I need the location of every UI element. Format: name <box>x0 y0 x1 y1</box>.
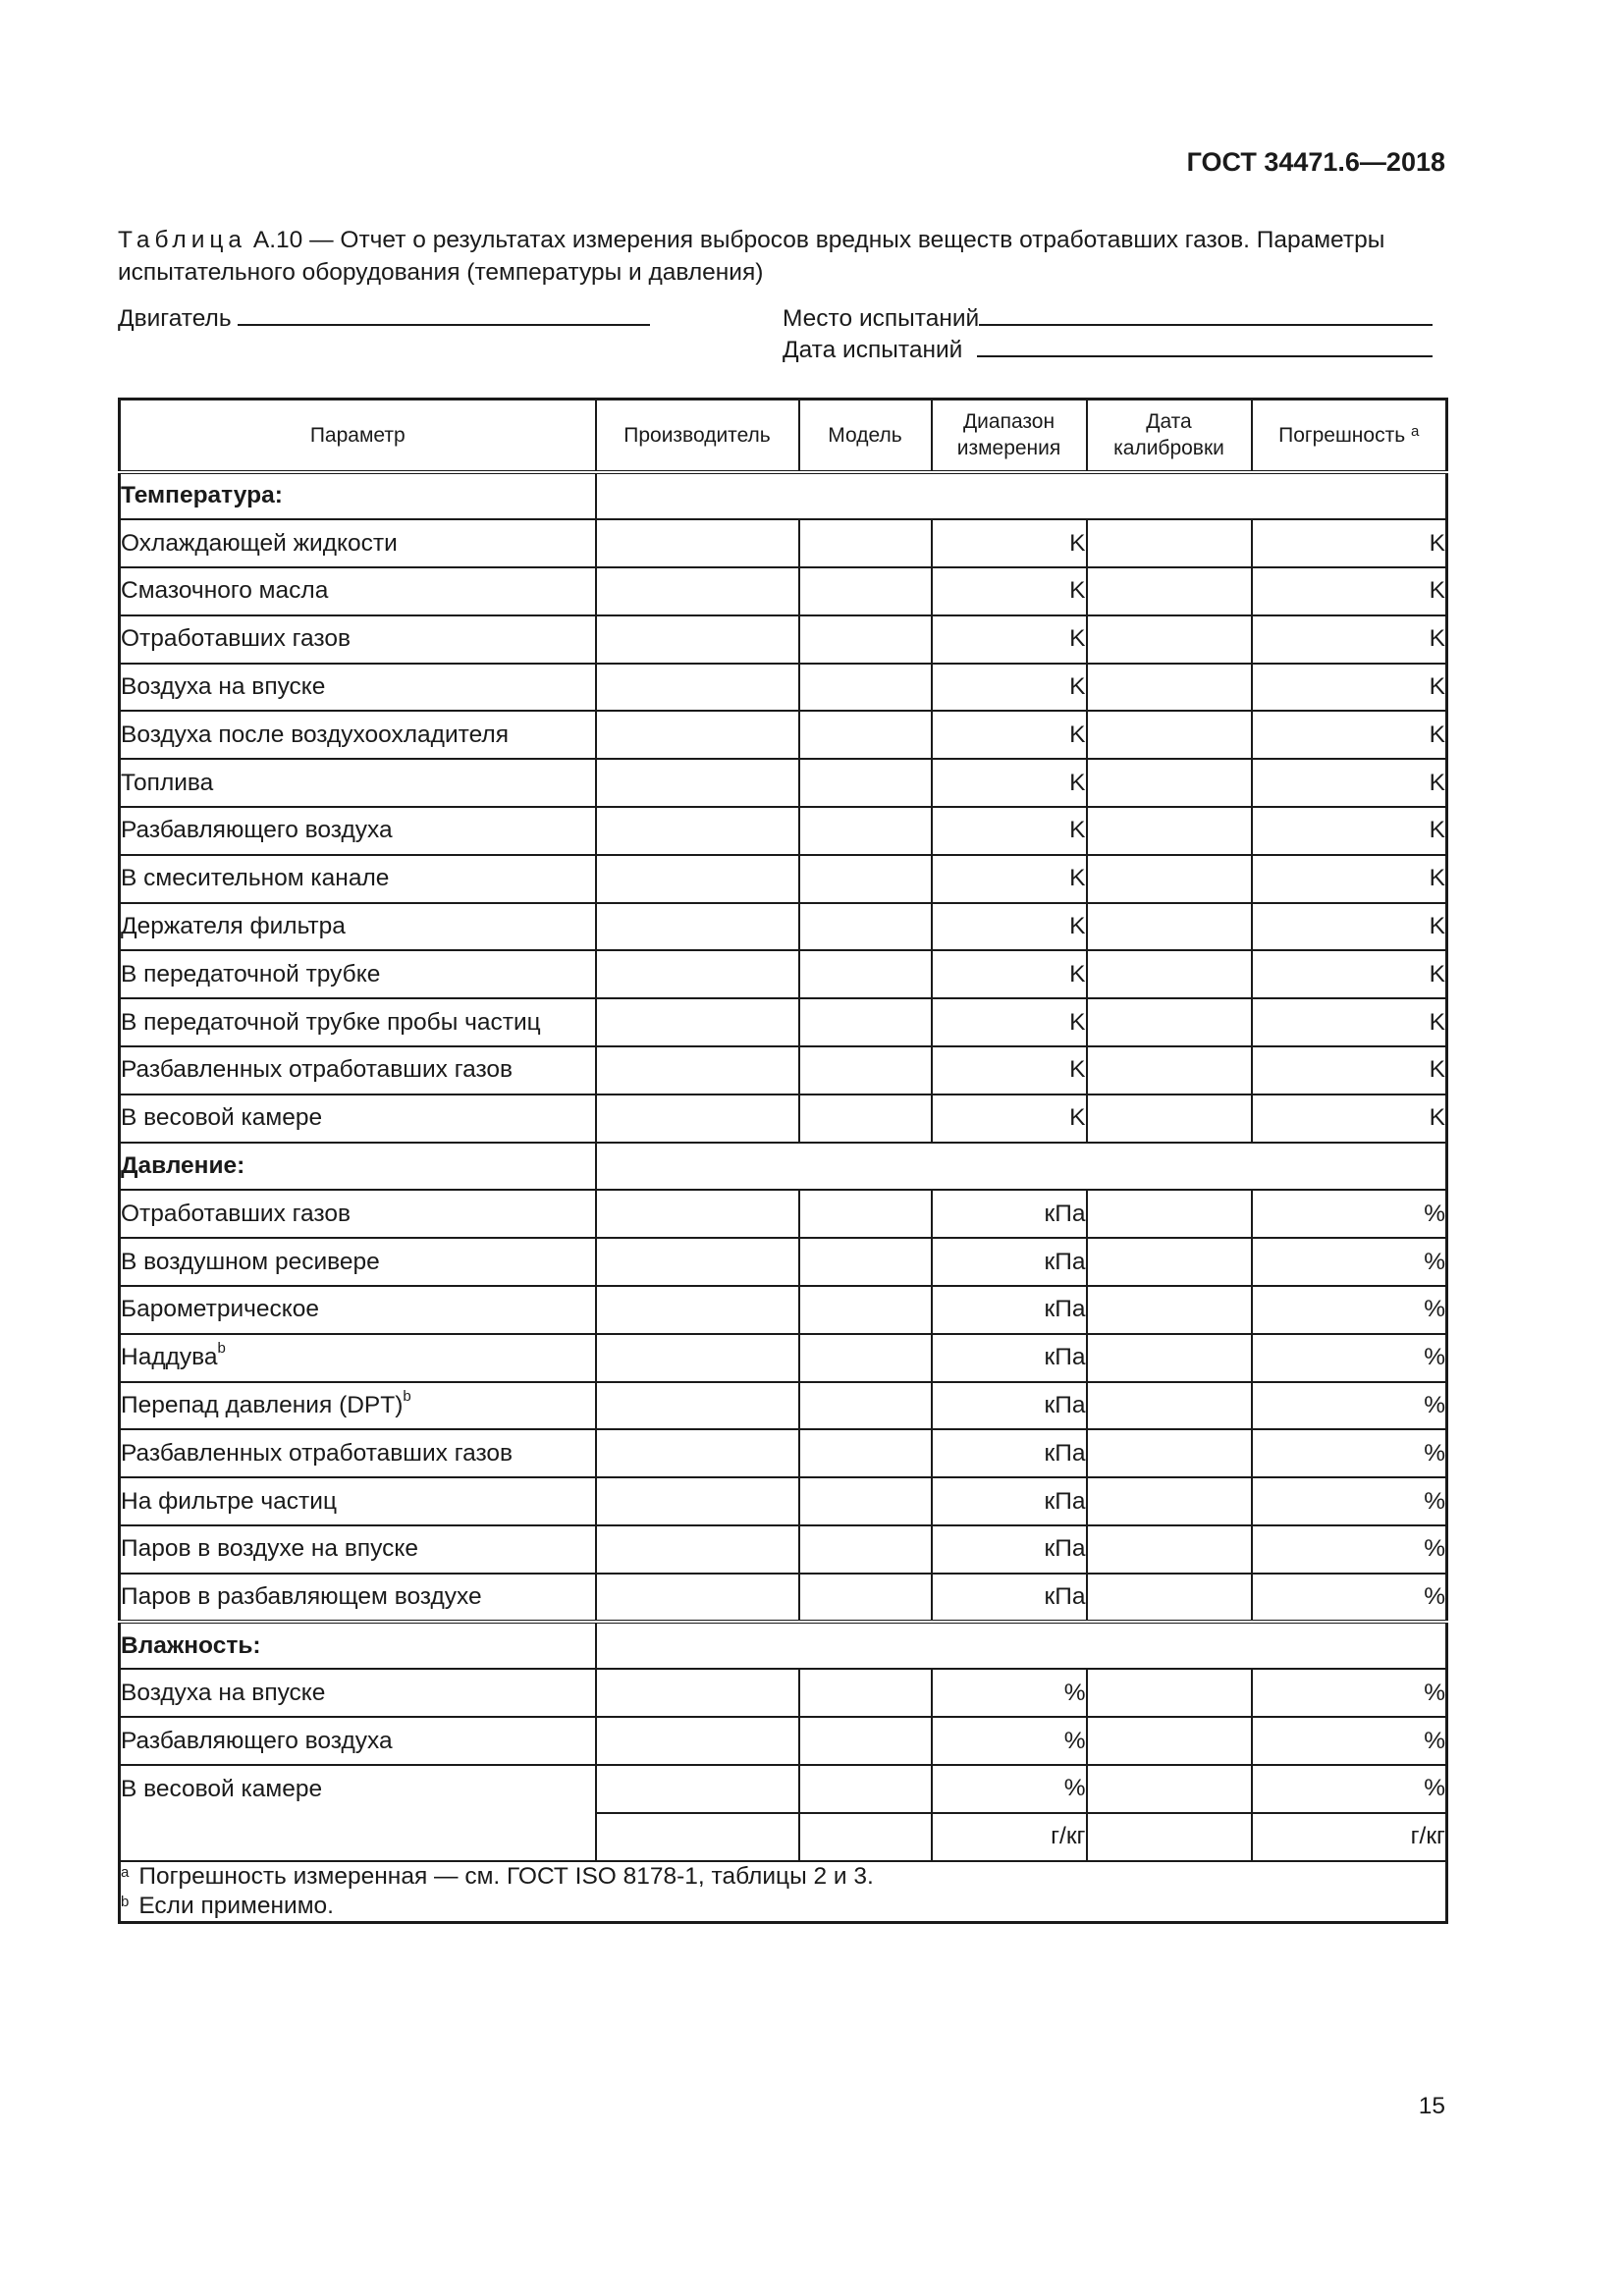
accuracy-unit: K <box>1252 567 1447 615</box>
parameter-label <box>120 711 596 759</box>
range-unit: кПа <box>932 1429 1087 1477</box>
parameter-text: В передаточной трубке пробы частиц <box>121 1008 541 1036</box>
calibration-date-cell <box>1087 1525 1252 1574</box>
calibration-date-cell <box>1087 567 1252 615</box>
parameter-label <box>120 950 596 998</box>
calibration-date-cell <box>1087 759 1252 807</box>
table-row <box>120 1046 1447 1095</box>
table-row <box>120 1765 1447 1813</box>
footnote-text: Погрешность измеренная — см. ГОСТ ISO 8178-1, таблицы 2 и 3. <box>138 1862 874 1890</box>
manufacturer-cell <box>596 950 799 998</box>
range-unit: K <box>932 807 1087 855</box>
accuracy-unit: % <box>1252 1525 1447 1574</box>
range-unit: K <box>932 1046 1087 1095</box>
manufacturer-cell <box>596 615 799 664</box>
parameter-text: В весовой камере <box>121 1776 323 1803</box>
table-row <box>120 664 1447 712</box>
model-cell <box>799 1669 932 1717</box>
calibration-date-cell <box>1087 1286 1252 1334</box>
model-cell <box>799 519 932 567</box>
parameter-text: Наддува <box>121 1344 218 1371</box>
model-cell <box>799 903 932 951</box>
table-row <box>120 1574 1447 1622</box>
table-row <box>120 711 1447 759</box>
range-unit: кПа <box>932 1574 1087 1622</box>
accuracy-unit: % <box>1252 1286 1447 1334</box>
range-unit: % <box>932 1717 1087 1765</box>
parameter-label <box>120 855 596 903</box>
model-cell <box>799 1765 932 1813</box>
footnote-mark: b <box>217 1340 226 1358</box>
parameter-text: Перепад давления (DPT) <box>121 1392 404 1419</box>
accuracy-unit: K <box>1252 615 1447 664</box>
table-caption <box>118 224 1445 289</box>
date-blank <box>977 332 1433 357</box>
parameter-label <box>120 1717 596 1765</box>
accuracy-unit: K <box>1252 950 1447 998</box>
manufacturer-cell <box>596 519 799 567</box>
parameter-label <box>120 903 596 951</box>
calibration-date-cell <box>1087 664 1252 712</box>
range-unit: K <box>932 1095 1087 1143</box>
table-header-row <box>120 400 1447 472</box>
parameter-text: В весовой камере <box>121 1104 323 1132</box>
range-unit: K <box>932 615 1087 664</box>
table-row <box>120 1286 1447 1334</box>
parameter-label <box>120 1669 596 1717</box>
calibration-date-cell <box>1087 519 1252 567</box>
model-cell <box>799 1190 932 1238</box>
parameter-text: Разбавленных отработавших газов <box>121 1439 514 1467</box>
calibration-date-cell <box>1087 998 1252 1046</box>
calibration-date-cell <box>1087 1382 1252 1430</box>
calibration-date-cell <box>1087 1046 1252 1095</box>
table-row <box>120 615 1447 664</box>
calibration-date-cell <box>1087 1429 1252 1477</box>
engine-blank <box>238 300 650 326</box>
manufacturer-cell <box>596 855 799 903</box>
accuracy-unit: % <box>1252 1238 1447 1286</box>
parameter-text: Смазочного масла <box>121 577 329 605</box>
range-unit: K <box>932 711 1087 759</box>
model-cell <box>799 1477 932 1525</box>
range-unit: кПа <box>932 1525 1087 1574</box>
parameter-label <box>120 1382 596 1430</box>
manufacturer-cell <box>596 1334 799 1382</box>
model-cell <box>799 1046 932 1095</box>
accuracy-unit: K <box>1252 807 1447 855</box>
accuracy-unit: % <box>1252 1669 1447 1717</box>
parameter-text: Разбавленных отработавших газов <box>121 1056 514 1084</box>
manufacturer-cell <box>596 664 799 712</box>
section-title: Температура: <box>120 472 596 520</box>
model-cell <box>799 1574 932 1622</box>
table-row <box>120 1382 1447 1430</box>
parameter-text: Разбавляющего воздуха <box>121 817 393 844</box>
footnote-text: Если применимо. <box>138 1892 334 1919</box>
footnote-mark: a <box>1410 422 1420 440</box>
model-cell <box>799 759 932 807</box>
accuracy-unit: K <box>1252 664 1447 712</box>
range-unit: K <box>932 664 1087 712</box>
model-cell <box>799 1286 932 1334</box>
range-unit: кПа <box>932 1190 1087 1238</box>
range-unit: кПа <box>932 1477 1087 1525</box>
footnote-mark: b <box>121 1893 130 1910</box>
model-cell <box>799 807 932 855</box>
parameter-text: Отработавших газов <box>121 1200 351 1227</box>
calibration-date-cell <box>1087 807 1252 855</box>
range-unit: г/кг <box>932 1813 1087 1861</box>
table-row <box>120 519 1447 567</box>
footnote-mark: b <box>403 1388 411 1406</box>
model-cell <box>799 1717 932 1765</box>
footnotes-row <box>120 1861 1447 1923</box>
table-row <box>120 1095 1447 1143</box>
model-cell <box>799 664 932 712</box>
range-unit: K <box>932 903 1087 951</box>
parameter-text: Паров в разбавляющем воздухе <box>121 1582 482 1610</box>
calibration-date-cell <box>1087 1238 1252 1286</box>
range-unit: K <box>932 519 1087 567</box>
accuracy-unit: % <box>1252 1429 1447 1477</box>
accuracy-unit: % <box>1252 1574 1447 1622</box>
section-empty-cell <box>596 1143 1447 1191</box>
model-cell <box>799 1334 932 1382</box>
calibration-date-cell <box>1087 950 1252 998</box>
manufacturer-cell <box>596 1669 799 1717</box>
range-unit: % <box>932 1765 1087 1813</box>
accuracy-unit: г/кг <box>1252 1813 1447 1861</box>
parameter-text: Паров в воздухе на впуске <box>121 1535 418 1563</box>
date-field <box>783 332 1433 365</box>
parameter-label <box>120 1095 596 1143</box>
header-calibration-date: Дата калибровки <box>1087 400 1252 472</box>
place-field <box>783 300 1433 334</box>
accuracy-unit: K <box>1252 1095 1447 1143</box>
accuracy-unit: K <box>1252 711 1447 759</box>
table-row <box>120 903 1447 951</box>
parameter-text: На фильтре частиц <box>121 1487 337 1515</box>
section-title: Влажность: <box>120 1622 596 1670</box>
model-cell <box>799 1429 932 1477</box>
table-row <box>120 950 1447 998</box>
model-cell <box>799 1095 932 1143</box>
range-unit: кПа <box>932 1286 1087 1334</box>
table-row <box>120 567 1447 615</box>
header-accuracy: Погрешность $^a$ <box>1252 400 1447 472</box>
accuracy-unit: % <box>1252 1765 1447 1813</box>
parameter-label <box>120 1477 596 1525</box>
section-empty-cell <box>596 472 1447 520</box>
parameter-text: Держателя фильтра <box>121 913 346 940</box>
header-range: Диапазон измерения <box>932 400 1087 472</box>
parameter-label <box>120 1238 596 1286</box>
table-row <box>120 1717 1447 1765</box>
parameter-label <box>120 1574 596 1622</box>
parameter-label <box>120 1525 596 1574</box>
manufacturer-cell <box>596 711 799 759</box>
calibration-date-cell <box>1087 1095 1252 1143</box>
document-code: ГОСТ 34471.6—2018 <box>1186 147 1445 177</box>
model-cell <box>799 855 932 903</box>
parameter-text: Отработавших газов <box>121 625 351 653</box>
parameter-text: Барометрическое <box>121 1296 320 1323</box>
parameter-label <box>120 1429 596 1477</box>
calibration-date-cell <box>1087 1813 1252 1861</box>
model-cell <box>799 950 932 998</box>
parameter-text: Воздуха на впуске <box>121 673 326 701</box>
manufacturer-cell <box>596 759 799 807</box>
parameter-label <box>120 1286 596 1334</box>
parameter-text: Топлива <box>121 769 214 796</box>
footnote <box>121 1862 1445 1892</box>
footnote <box>121 1892 1445 1921</box>
calibration-date-cell <box>1087 1334 1252 1382</box>
range-unit: K <box>932 855 1087 903</box>
calibration-date-cell <box>1087 1477 1252 1525</box>
table-row <box>120 1238 1447 1286</box>
calibration-date-cell <box>1087 1765 1252 1813</box>
manufacturer-cell <box>596 1382 799 1430</box>
parameter-text: В смесительном канале <box>121 865 390 892</box>
accuracy-unit: K <box>1252 519 1447 567</box>
parameter-text: В воздушном ресивере <box>121 1248 380 1275</box>
accuracy-unit: % <box>1252 1190 1447 1238</box>
calibration-date-cell <box>1087 855 1252 903</box>
report-table <box>118 398 1448 1924</box>
manufacturer-cell <box>596 1046 799 1095</box>
calibration-date-cell <box>1087 615 1252 664</box>
parameter-label <box>120 1334 596 1382</box>
place-label: Место испытаний <box>783 305 980 332</box>
calibration-date-cell <box>1087 1669 1252 1717</box>
parameter-text: Разбавляющего воздуха <box>121 1727 393 1754</box>
table-row <box>120 1525 1447 1574</box>
parameter-label <box>120 519 596 567</box>
place-blank <box>979 300 1433 326</box>
manufacturer-cell <box>596 1238 799 1286</box>
table-row <box>120 998 1447 1046</box>
range-unit: K <box>932 950 1087 998</box>
engine-label: Двигатель <box>118 305 232 332</box>
table-row <box>120 855 1447 903</box>
model-cell <box>799 1525 932 1574</box>
table-row <box>120 1190 1447 1238</box>
parameter-label <box>120 759 596 807</box>
header-param: Параметр <box>120 400 596 472</box>
manufacturer-cell <box>596 1813 799 1861</box>
model-cell <box>799 1382 932 1430</box>
parameter-label <box>120 615 596 664</box>
caption-text: А.10 — Отчет о результатах измерения выбросов вредных веществ отработавших газов. Параметры испытательного оборудования (температуры и давления) <box>118 227 1385 286</box>
accuracy-unit: % <box>1252 1334 1447 1382</box>
accuracy-unit: K <box>1252 1046 1447 1095</box>
parameter-label <box>120 998 596 1046</box>
manufacturer-cell <box>596 1717 799 1765</box>
parameter-text: Воздуха после воздухоохладителя <box>121 721 509 748</box>
engine-field <box>118 300 650 334</box>
calibration-date-cell <box>1087 1717 1252 1765</box>
parameter-label <box>120 1046 596 1095</box>
accuracy-unit: % <box>1252 1717 1447 1765</box>
section-title: Давление: <box>120 1143 596 1191</box>
accuracy-unit: K <box>1252 903 1447 951</box>
parameter-text: Воздуха на впуске <box>121 1679 326 1706</box>
range-unit: K <box>932 998 1087 1046</box>
model-cell <box>799 998 932 1046</box>
range-unit: кПа <box>932 1382 1087 1430</box>
model-cell <box>799 1238 932 1286</box>
table-row <box>120 1477 1447 1525</box>
caption-prefix: Таблица <box>118 227 247 253</box>
accuracy-unit: % <box>1252 1477 1447 1525</box>
calibration-date-cell <box>1087 1574 1252 1622</box>
range-unit: кПа <box>932 1238 1087 1286</box>
parameter-label <box>120 664 596 712</box>
range-unit: K <box>932 759 1087 807</box>
header-manufacturer: Производитель <box>596 400 799 472</box>
table-row <box>120 1429 1447 1477</box>
manufacturer-cell <box>596 998 799 1046</box>
table-row <box>120 807 1447 855</box>
parameter-label <box>120 567 596 615</box>
table-row <box>120 1669 1447 1717</box>
calibration-date-cell <box>1087 1190 1252 1238</box>
parameter-label <box>120 1190 596 1238</box>
model-cell <box>799 1813 932 1861</box>
model-cell <box>799 711 932 759</box>
manufacturer-cell <box>596 1190 799 1238</box>
accuracy-unit: K <box>1252 998 1447 1046</box>
section-row-pressure <box>120 1143 1447 1191</box>
calibration-date-cell <box>1087 711 1252 759</box>
manufacturer-cell <box>596 1477 799 1525</box>
manufacturer-cell <box>596 1286 799 1334</box>
calibration-date-cell <box>1087 903 1252 951</box>
manufacturer-cell <box>596 567 799 615</box>
parameter-text: Охлаждающей жидкости <box>121 529 398 557</box>
manufacturer-cell <box>596 1765 799 1813</box>
section-row-humidity <box>120 1622 1447 1670</box>
accuracy-unit: K <box>1252 855 1447 903</box>
header-model: Модель <box>799 400 932 472</box>
footnotes <box>120 1861 1447 1923</box>
table-row <box>120 759 1447 807</box>
accuracy-unit: K <box>1252 759 1447 807</box>
section-empty-cell <box>596 1622 1447 1670</box>
accuracy-unit: % <box>1252 1382 1447 1430</box>
manufacturer-cell <box>596 1574 799 1622</box>
parameter-label <box>120 807 596 855</box>
range-unit: кПа <box>932 1334 1087 1382</box>
parameter-text: В передаточной трубке <box>121 960 381 988</box>
model-cell <box>799 567 932 615</box>
manufacturer-cell <box>596 1095 799 1143</box>
section-row-temperature <box>120 472 1447 520</box>
table-row <box>120 1334 1447 1382</box>
date-label: Дата испытаний <box>783 337 963 363</box>
page-number: 15 <box>1418 2093 1445 2119</box>
range-unit: % <box>932 1669 1087 1717</box>
model-cell <box>799 615 932 664</box>
manufacturer-cell <box>596 903 799 951</box>
manufacturer-cell <box>596 807 799 855</box>
footnote-mark: a <box>121 1863 130 1881</box>
range-unit: K <box>932 567 1087 615</box>
parameter-label <box>120 1765 596 1861</box>
manufacturer-cell <box>596 1525 799 1574</box>
manufacturer-cell <box>596 1429 799 1477</box>
